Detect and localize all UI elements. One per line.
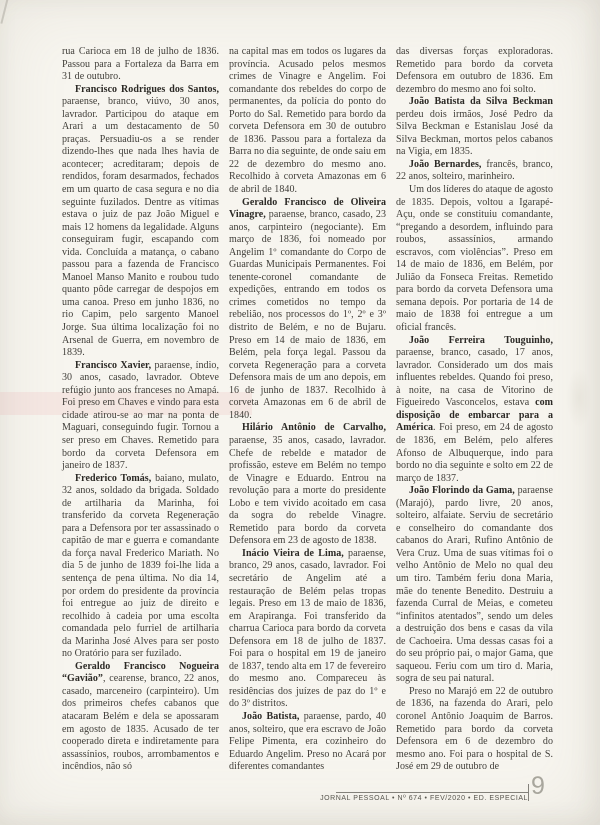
text-segment: paraense, 35 anos, casado, lavrador. Chefe de rebelde e matador de profissão, esteve em Belém no tempo de Vinagre e Eduardo. Entrou na revolução para a morte do presidente Lobo e tem vivido acoitado em casa da sogra do rebelde Vinagre. Remetido para bordo da corveta Defensora em 23 de agosto de 1838.	[229, 434, 386, 547]
text-segment: paraense (Marajó), pardo livre, 20 anos, solteiro, alfaiate. Serviu de secretário e conselheiro do comandante dos cabanos do Arari, Rufino Antônio de Vera Cruz. Uma de suas vítimas foi o velho Antônio de Melo no qual deu um tiro. Também feriu dona Maria, mãe do tenente Benedito. Destruiu a fazenda Curral de Meias, e cometeu “infinitos atentados”, sendo um deles a destruição dos bens e casas da vila de Cachoeira. Uma dessas casas foi a do seu próprio pai, o major Gama, que saqueou. Feriu com um tiro d. Maria, sogra de seu pai natural.	[396, 485, 553, 685]
text-segment: Um dos líderes do ataque de agosto de 1835. Depois, voltou a Igarapé-Açu, onde se constituiu comandante, “pregando a desordem, influindo para roubos, assassínios, armando escravos, com violências”. Preso em 14 de maio de 1836, em Belém, por Julião da Fonseca Freitas. Remetido para bordo da corveta Defensora uma semana depois. Por portaria de 14 de maio de 1838 foi entregue a um oficial francês.	[396, 184, 553, 334]
text-segment: , cearense, branco, 22 anos, casado, marceneiro (carpinteiro). Um dos primeiros chefes cabanos que atacaram Belém e dela se apossaram em agosto de 1835. Acusado de ter cooperado direta e indiretamente para assassínios, roubos, arrombamentos e incêndios, não só	[62, 673, 219, 773]
text-segment: paraense, índio, 30 anos, casado, lavrador. Obteve refúgio junto aos franceses no Amapá. Foi preso em Chaves e vindo para esta cidade atirou-se ao mar na ponta de Maguari, conseguindo fugir. Tornou a ser preso em Chaves. Remetido para bordo da corveta Defensora em janeiro de 1837.	[62, 359, 219, 472]
paragraph	[229, 46, 386, 197]
text-segment: rua Carioca em 18 de julho de 1836. Passou para a Fortaleza da Barra em 31 de outubro.	[62, 46, 219, 83]
paragraph	[62, 360, 219, 473]
text-segment: paraense, branco, viúvo, 30 anos, lavrador. Participou do ataque em Arari a um destacamento de 50 praças. Persuadiu-os a se render dizendo-lhes que nada lhes havia de acontecer; acreditaram; depois de rendidos, foram desarmados, fechados em um quarto de casa segura e no dia seguinte fuzilados. Dentre as vítimas estava o juiz de paz João Miguel e mais 12 homens da legalidade. Alguns conseguiram fugir, escapando com vida. Concluída a matança, o cabano passou para a fazenda de Francisco Manoel Manso Manito e roubou tudo quanto pôde carregar de despojos em uma canoa. Preso em junho 1836, no rio Capim, pelo sargento Manoel Jorge. Sua última localização foi no Arsenal de Guerra, em novembro de 1839.	[62, 96, 219, 359]
paragraph	[229, 711, 386, 774]
text-segment: . Foi preso, em 24 de agosto de 1836, em Belém, pelo alferes Afonso de Albuquerque, indo para bordo no dia seguinte e solto em 22 de março de 1837.	[396, 422, 553, 484]
bold-text-segment: Francisco Rodrigues dos Santos,	[75, 83, 219, 95]
bold-text-segment: Geraldo Francisco de Oliveira Vinagre,	[229, 196, 386, 221]
paragraph	[396, 686, 553, 774]
paragraph	[229, 422, 386, 547]
bold-text-segment: João Ferreira Touguinho,	[409, 334, 553, 346]
bold-text-segment: João Bernardes,	[409, 158, 482, 170]
text-column	[62, 46, 219, 774]
text-segment: francês, branco, 22 anos, solteiro, marinheiro.	[396, 158, 553, 183]
bold-text-segment: João Florindo da Gama,	[409, 485, 515, 497]
text-segment: paraense, pardo, 40 anos, solteiro, que era escravo de João Felipe Pimenta, era cozinheiro do Eduardo Angelim. Preso no Acará por diferentes comandantes	[229, 710, 387, 773]
scan-crease-artifact	[566, 368, 592, 428]
paragraph	[62, 473, 219, 661]
paragraph	[229, 548, 386, 711]
paragraph	[396, 46, 553, 96]
text-segment: na capital mas em todos os lugares da província. Acusado pelos mesmos crimes de Vinagre e Angelim. Foi comandante dos rebeldes do corpo de permanentes, da polícia do ponto do Porto do Sal. Remetido para bordo da corveta Defensora em 30 de outubro de 1836. Passou para a fortaleza da Barra no dia seguinte, de onde saiu em 22 de dezembro do mesmo ano. Recolhido à corveta Amazonas em 6 de abril de 1840.	[229, 46, 386, 196]
footer-crop-tick	[528, 784, 529, 801]
bold-text-segment: Hilário Antônio de Carvalho,	[242, 422, 386, 434]
footer-rule	[336, 792, 528, 793]
paragraph	[62, 46, 219, 84]
article-body	[62, 46, 554, 774]
bold-text-segment: Frederico Tomás,	[75, 472, 152, 484]
paragraph	[396, 485, 553, 686]
text-column	[229, 46, 386, 774]
paragraph	[396, 96, 553, 159]
bold-text-segment: João Batista,	[242, 710, 300, 722]
paragraph	[396, 159, 553, 184]
text-segment: paraense, branco, casado, 17 anos, lavrador. Considerado um dos mais influentes rebeldes. Quando foi preso, à noite, na casa de Vitorino de Figueiredo Vasconcelos, estava	[396, 347, 553, 409]
text-segment: perdeu dois irmãos, José Pedro da Silva Beckman e Estanislau José da Silva Beckman, mortos pelos cabanos na Vigia, em 1835.	[396, 108, 553, 158]
paragraph	[396, 184, 553, 335]
text-column	[396, 46, 553, 774]
text-segment: das diversas forças exploradoras. Remetido para bordo da corveta Defensora em outubro de 1836. Em dezembro do mesmo ano foi solto.	[396, 46, 553, 95]
bold-text-segment: João Batista da Silva Beckman	[409, 96, 553, 108]
bold-text-segment: Francisco Xavier,	[75, 359, 152, 371]
text-segment: paraense, branco, casado, 23 anos, carpinteiro (negociante). Em março de 1836, foi nomeado por Angelim 1º comandante do Corpo de Guardas Municipais Permanentes. Foi tenente-coronel comandante de expedições, entrando em todos os crimes cometidos no tempo da rebelião, nos processos do 1º, 2º e 3º distrito de Belém, e no de Bujaru. Preso em 14 de maio de 1836, em Belém, pela força legal. Passou da corveta Regeneração para a corveta Defensora mais de um ano depois, em 16 de junho de 1837. Recolhido à corveta Amazonas em 6 de abril de 1840.	[229, 209, 386, 421]
paragraph	[62, 661, 219, 774]
scan-corner-mark	[0, 0, 9, 24]
text-segment: Preso no Marajó em 22 de outubro de 1836, na fazenda do Arari, pelo coronel Antônio Joaquim de Barros. Remetido para bordo da corveta Defensora em 6 de dezembro do mesmo ano. Foi para o hospital de S. José em 29 de outubro de	[396, 685, 553, 773]
paragraph	[62, 84, 219, 360]
paragraph	[396, 335, 553, 486]
text-segment: paraense, branco, 29 anos, casado, lavrador. Foi secretário de Angelim até a restauração de Belém pelas tropas legais. Preso em 13 de maio de 1836, em Arapiranga. Foi transferido da charrua Carioca para bordo da corveta Defensora em 18 de julho de 1837. Foi para o hospital em 19 de janeiro de 1837, tendo alta em 17 de fevereiro do mesmo ano. Compareceu às residências dos juízes de paz do 1º e do 3º distritos.	[229, 547, 386, 710]
bold-text-segment: com disposição de embarcar para a América	[396, 397, 553, 434]
footer-journal-info: JORNAL PESSOAL • Nº 674 • FEV/2020 • ED. ESPECIAL	[320, 795, 528, 802]
paragraph	[229, 197, 386, 423]
page-number: 9	[531, 772, 545, 800]
bold-text-segment: Geraldo Francisco Nogueira “Gavião”	[62, 660, 219, 685]
bold-text-segment: Inácio Vieira de Lima,	[242, 547, 344, 559]
text-segment: baiano, mulato, 32 anos, soldado da brigada. Soldado de artilharia da Marinha, foi transferido da corveta Regeneração para a Defensora por ter assassinado o capitão de mar e guerra e comandante da força naval Frederico Mariath. No dia 5 de junho de 1839 foi-lhe lida a sentença de pena última. No dia 14, por ordem do presidente da província foi entregue ao juiz de direito e recolhido à cadeia por uma escolta comandada pelo furriel de artilharia da Marinha José Alves para ser posto no Oratório para ser fuzilado.	[62, 472, 219, 660]
